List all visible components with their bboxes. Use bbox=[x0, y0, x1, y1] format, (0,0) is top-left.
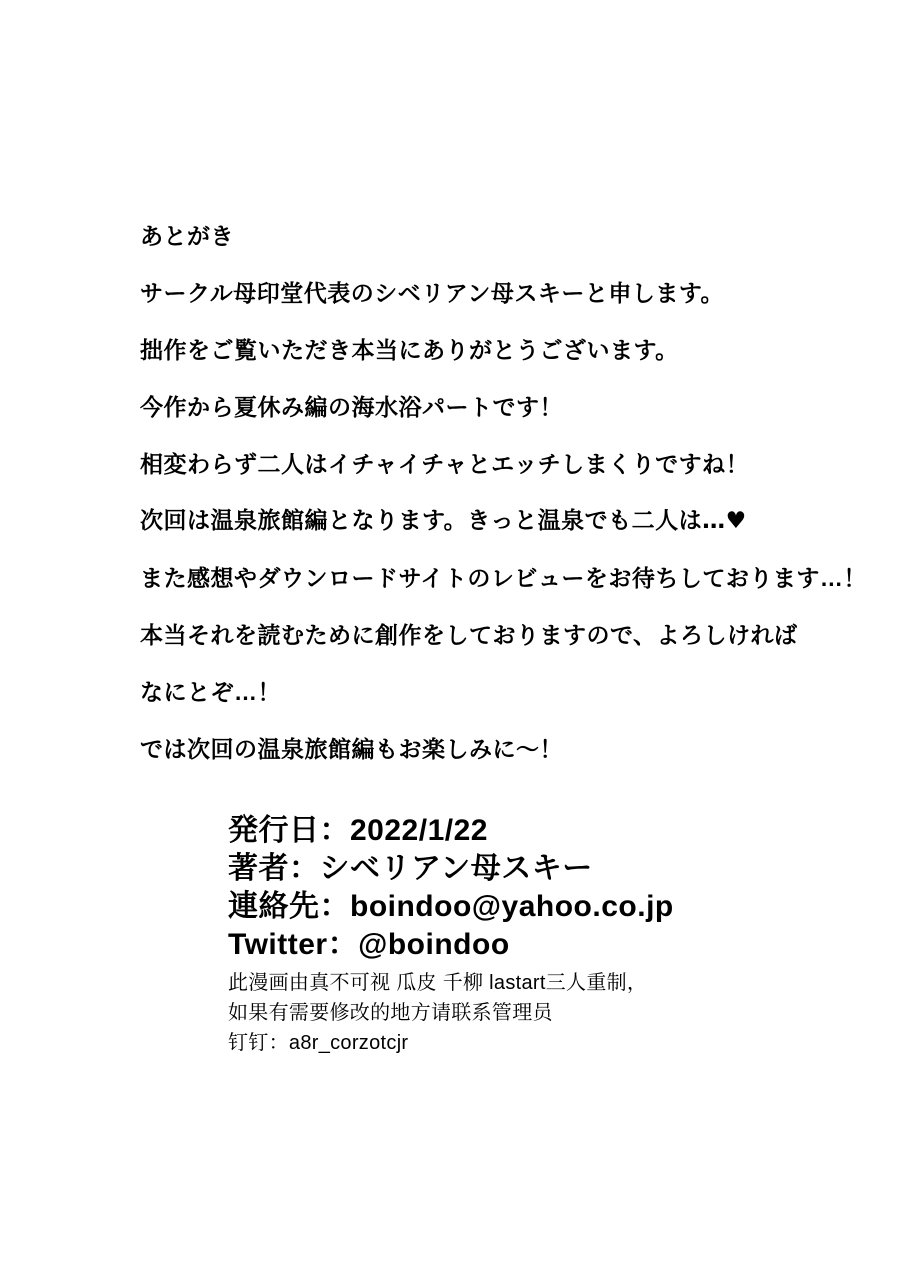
publication-date: 発行日：2022/1/22 bbox=[228, 814, 488, 847]
credit-line: 如果有需要修改的地方请联系管理员 bbox=[228, 1002, 553, 1024]
credit-contact: 钉钉：a8r_corzotcjr bbox=[228, 1032, 409, 1054]
afterword-block bbox=[140, 208, 880, 778]
twitter-handle: Twitter：@boindoo bbox=[228, 928, 510, 961]
credit-line: 此漫画由真不可视 瓜皮 千柳 lastart三人重制， bbox=[228, 972, 648, 994]
colophon-block bbox=[228, 812, 888, 964]
afterword-line: 拙作をご覧いただき本当にありがとうございます。 bbox=[140, 337, 679, 363]
afterword-heading: あとがき bbox=[140, 223, 234, 249]
afterword-line: なにとぞ…！ bbox=[140, 679, 281, 705]
author-name: 著者：シベリアン母スキー bbox=[228, 852, 593, 885]
afterword-line: 次回は温泉旅館編となります。きっと温泉でも二人は…♥ bbox=[140, 508, 747, 534]
afterword-line: では次回の温泉旅館編もお楽しみに～！ bbox=[140, 736, 563, 762]
scanlation-credit-block bbox=[228, 968, 888, 1058]
afterword-line: また感想やダウンロードサイトのレビューをお待ちしております…！ bbox=[140, 565, 867, 591]
afterword-line: 本当それを読むために創作をしておりますので、よろしければ bbox=[140, 622, 798, 648]
afterword-line: 相変わらず二人はイチャイチャとエッチしまくりですね！ bbox=[140, 451, 750, 477]
afterword-line: 今作から夏休み編の海水浴パートです！ bbox=[140, 394, 563, 420]
contact-email: 連絡先：boindoo@yahoo.co.jp bbox=[228, 890, 674, 923]
afterword-line: サークル母印堂代表のシベリアン母スキーと申します。 bbox=[140, 280, 725, 306]
